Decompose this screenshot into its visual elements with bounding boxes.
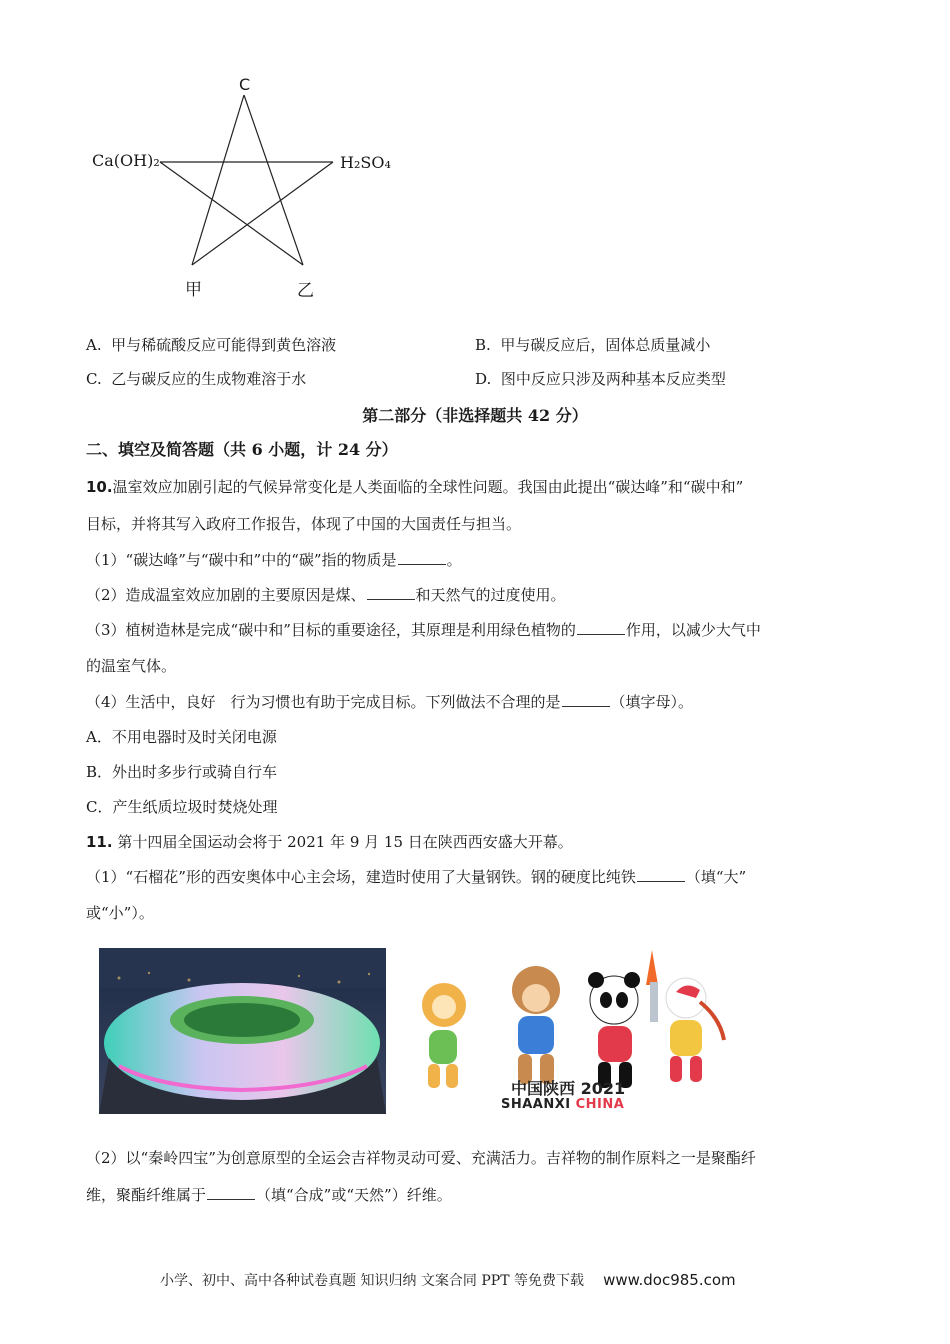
- q10-option-b: B．外出时多步行或骑自行车: [86, 763, 278, 781]
- label-sulfuric-acid: H₂SO₄: [340, 153, 391, 172]
- q10-part3-line2: 的温室气体。: [86, 657, 177, 675]
- answer-blank[interactable]: [577, 620, 625, 635]
- q11-number: 11.: [86, 833, 113, 851]
- q10-part4: （4）生活中，良好 行为习惯也有助于完成目标。下列做法不合理的是 （填字母）。: [86, 693, 694, 711]
- logo-chinese: 中国陕西 2021: [511, 1079, 626, 1098]
- footer-url[interactable]: www.doc985.com: [603, 1271, 736, 1289]
- q10-option-a: A．不用电器时及时关闭电源: [86, 728, 277, 746]
- q11-part2-line2: 维，聚酯纤维属于 （填“合成”或“天然”）纤维。: [86, 1186, 452, 1204]
- q9-option-a: A. 甲与稀硫酸反应可能得到黄色溶液: [86, 336, 337, 354]
- answer-blank[interactable]: [207, 1185, 255, 1200]
- label-jia: 甲: [185, 280, 202, 300]
- answer-blank[interactable]: [562, 692, 610, 707]
- section2-title: 二、填空及简答题（共 6 小题，计 24 分）: [86, 440, 398, 459]
- q11-stem: 11. 第十四届全国运动会将于 2021 年 9 月 15 日在陕西西安盛大开幕。: [86, 833, 573, 851]
- part2-title: 第二部分（非选择题共 42 分）: [362, 406, 588, 425]
- page-footer: [160, 1270, 736, 1290]
- q9-option-b: B. 甲与碳反应后，固体总质量减小: [475, 336, 711, 354]
- footer-text: 小学、初中、高中各种试卷真题 知识归纳 文案合同 PPT 等免费下载: [160, 1273, 584, 1289]
- q11-part2: （2）以“秦岭四宝”为创意原型的全运会吉祥物灵动可爱、充满活力。吉祥物的制作原料之一是聚酯纤: [86, 1149, 756, 1167]
- q10-part3: （3）植树造林是完成“碳中和”目标的重要途径，其原理是利用绿色植物的 作用，以减少大气中: [86, 621, 761, 639]
- label-yi: 乙: [297, 281, 314, 301]
- answer-blank[interactable]: [398, 550, 446, 565]
- q9-option-c: C. 乙与碳反应的生成物难溶于水: [86, 370, 307, 388]
- star-lines: [80, 70, 400, 305]
- answer-blank[interactable]: [637, 867, 685, 882]
- q11-part1: （1）“石榴花”形的西安奥体中心主会场，建造时使用了大量钢铁。钢的硬度比纯铁 （填“大”: [86, 868, 747, 886]
- mascot-image: [414, 940, 744, 1125]
- q10-part2: （2）造成温室效应加剧的主要原因是煤、 和天然气的过度使用。: [86, 586, 566, 604]
- star-diagram: [80, 70, 400, 305]
- stadium-photo: [99, 948, 386, 1114]
- q10-option-c: C．产生纸质垃圾时焚烧处理: [86, 798, 278, 816]
- label-calcium-hydroxide: Ca(OH)₂: [92, 151, 160, 170]
- q9-option-d: D. 图中反应只涉及两种基本反应类型: [475, 370, 726, 388]
- q11-part1-line2: 或“小”）。: [86, 904, 154, 922]
- q10-stem-line2: 目标，并将其写入政府工作报告，体现了中国的大国责任与担当。: [86, 515, 522, 533]
- answer-blank[interactable]: [367, 585, 415, 600]
- label-carbon: C: [239, 75, 251, 94]
- q10-part1: （1）“碳达峰”与“碳中和”中的“碳”指的物质是 。: [86, 551, 462, 569]
- q10-stem: 10.温室效应加剧引起的气候异常变化是人类面临的全球性问题。我国由此提出“碳达峰”和“碳中和”: [86, 478, 744, 496]
- q10-number: 10.: [86, 478, 113, 496]
- logo-english: SHAANXI CHINA: [501, 1097, 625, 1112]
